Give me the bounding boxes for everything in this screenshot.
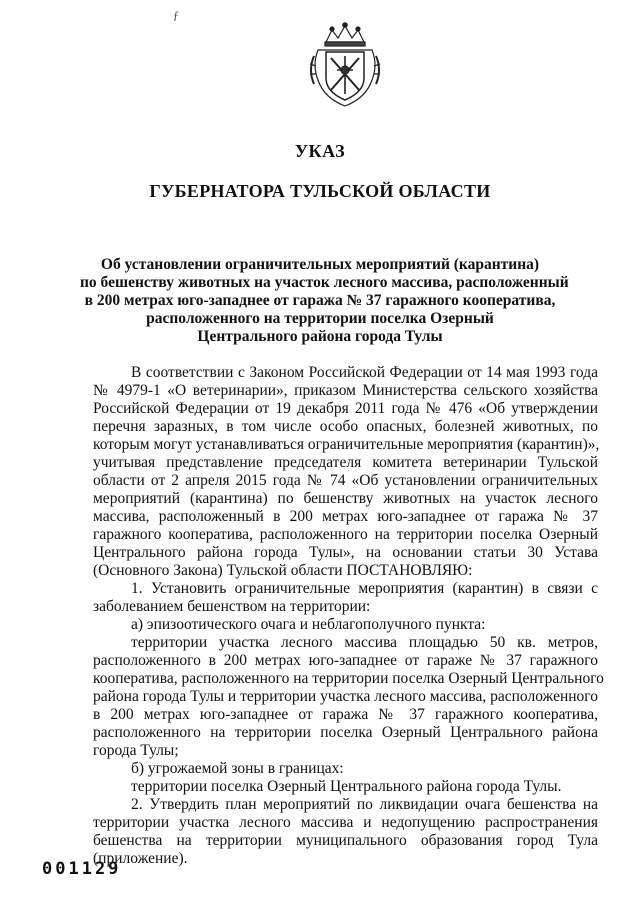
body-line: заболеванием бешенством на территории: bbox=[93, 598, 371, 615]
body-line: а) эпизоотического очага и неблагополучного пункта: bbox=[131, 616, 486, 633]
body-line: расположенного на территории поселка Озерный Центрального района bbox=[93, 724, 598, 741]
document-type-heading: УКАЗ bbox=[294, 141, 346, 161]
body-line: Российской Федерации от 19 декабря 2011 года № 476 «Об утверждении bbox=[93, 400, 598, 417]
body-line: территории участка лесного массива площадью 50 кв. метров, bbox=[131, 634, 598, 651]
body-line: области от 2 апреля 2015 года № 74 «Об установлении ограничительных bbox=[93, 472, 598, 489]
body-line: кооператива, расположенного на территории поселка Озерный Центрального bbox=[93, 670, 604, 687]
body-line: которым могут устанавливаться ограничительные мероприятия (карантин)», bbox=[93, 436, 600, 453]
body-line: территории участка лесного массива и недопущению распространения bbox=[93, 814, 598, 831]
body-line: гаражного кооператива, расположенного на территории поселка Озерный bbox=[93, 526, 598, 543]
body-line: территории поселка Озерный Центрального района города Тулы. bbox=[131, 778, 562, 795]
body-line: расположенного в 200 метрах юго-западнее от гараже № 37 гаражного bbox=[93, 652, 598, 669]
body-line: В соответствии с Законом Российской Федерации от 14 мая 1993 года bbox=[131, 364, 598, 381]
body-line: (приложение). bbox=[93, 850, 188, 867]
body-line: учитывая представление председателя комитета ветеринарии Тульской bbox=[93, 454, 598, 471]
corner-mark: ƒ bbox=[173, 8, 179, 22]
decree-title-line: Об установлении ограничительных мероприятий (карантина) bbox=[100, 256, 540, 273]
decree-title bbox=[80, 256, 569, 346]
body-line: города Тулы; bbox=[93, 742, 179, 759]
body-line: района города Тулы и территории участка лесного массива, расположенного bbox=[93, 688, 599, 705]
body-line: Центрального района города Тулы», на основании статьи 30 Устава bbox=[93, 544, 598, 561]
decree-title-line: в 200 метрах юго-западнее от гаража № 37 гаражного кооператива, bbox=[84, 292, 556, 309]
decree-title-line: расположенного на территории поселка Озерный bbox=[146, 310, 494, 327]
body-line: в 200 метрах юго-западнее от гаража № 37 гаражного кооператива, bbox=[93, 706, 598, 723]
serial-number: 001129 bbox=[42, 859, 122, 879]
body-line: 2. Утвердить план мероприятий по ликвидации очага бешенства на bbox=[131, 796, 598, 813]
coat-of-arms-icon bbox=[304, 20, 386, 110]
body-line: 1. Установить ограничительные мероприятия (карантин) в связи с bbox=[131, 580, 598, 597]
body-line: мероприятий (карантина) по бешенству животных на участок лесного bbox=[93, 490, 598, 507]
body-line: б) угрожаемой зоны в границах: bbox=[131, 760, 344, 777]
body-line: бешенства на территории муниципального образования город Тула bbox=[93, 832, 598, 849]
issuer-heading: ГУБЕРНАТОРА ТУЛЬСКОЙ ОБЛАСТИ bbox=[149, 181, 491, 201]
body-line: массива, расположенный в 200 метрах юго-западнее от гаража № 37 bbox=[93, 508, 598, 525]
body-line: (Основного Закона) Тульской области ПОСТАНОВЛЯЮ: bbox=[93, 562, 473, 579]
decree-title-line: по бешенству животных на участок лесного массива, расположенный bbox=[80, 274, 569, 291]
body-line: перечня заразных, в том числе особо опасных, болезней животных, по bbox=[93, 418, 598, 435]
decree-title-line: Центрального района города Тулы bbox=[197, 328, 443, 345]
body-line: № 4979-1 «О ветеринарии», приказом Министерства сельского хозяйства bbox=[93, 382, 598, 399]
